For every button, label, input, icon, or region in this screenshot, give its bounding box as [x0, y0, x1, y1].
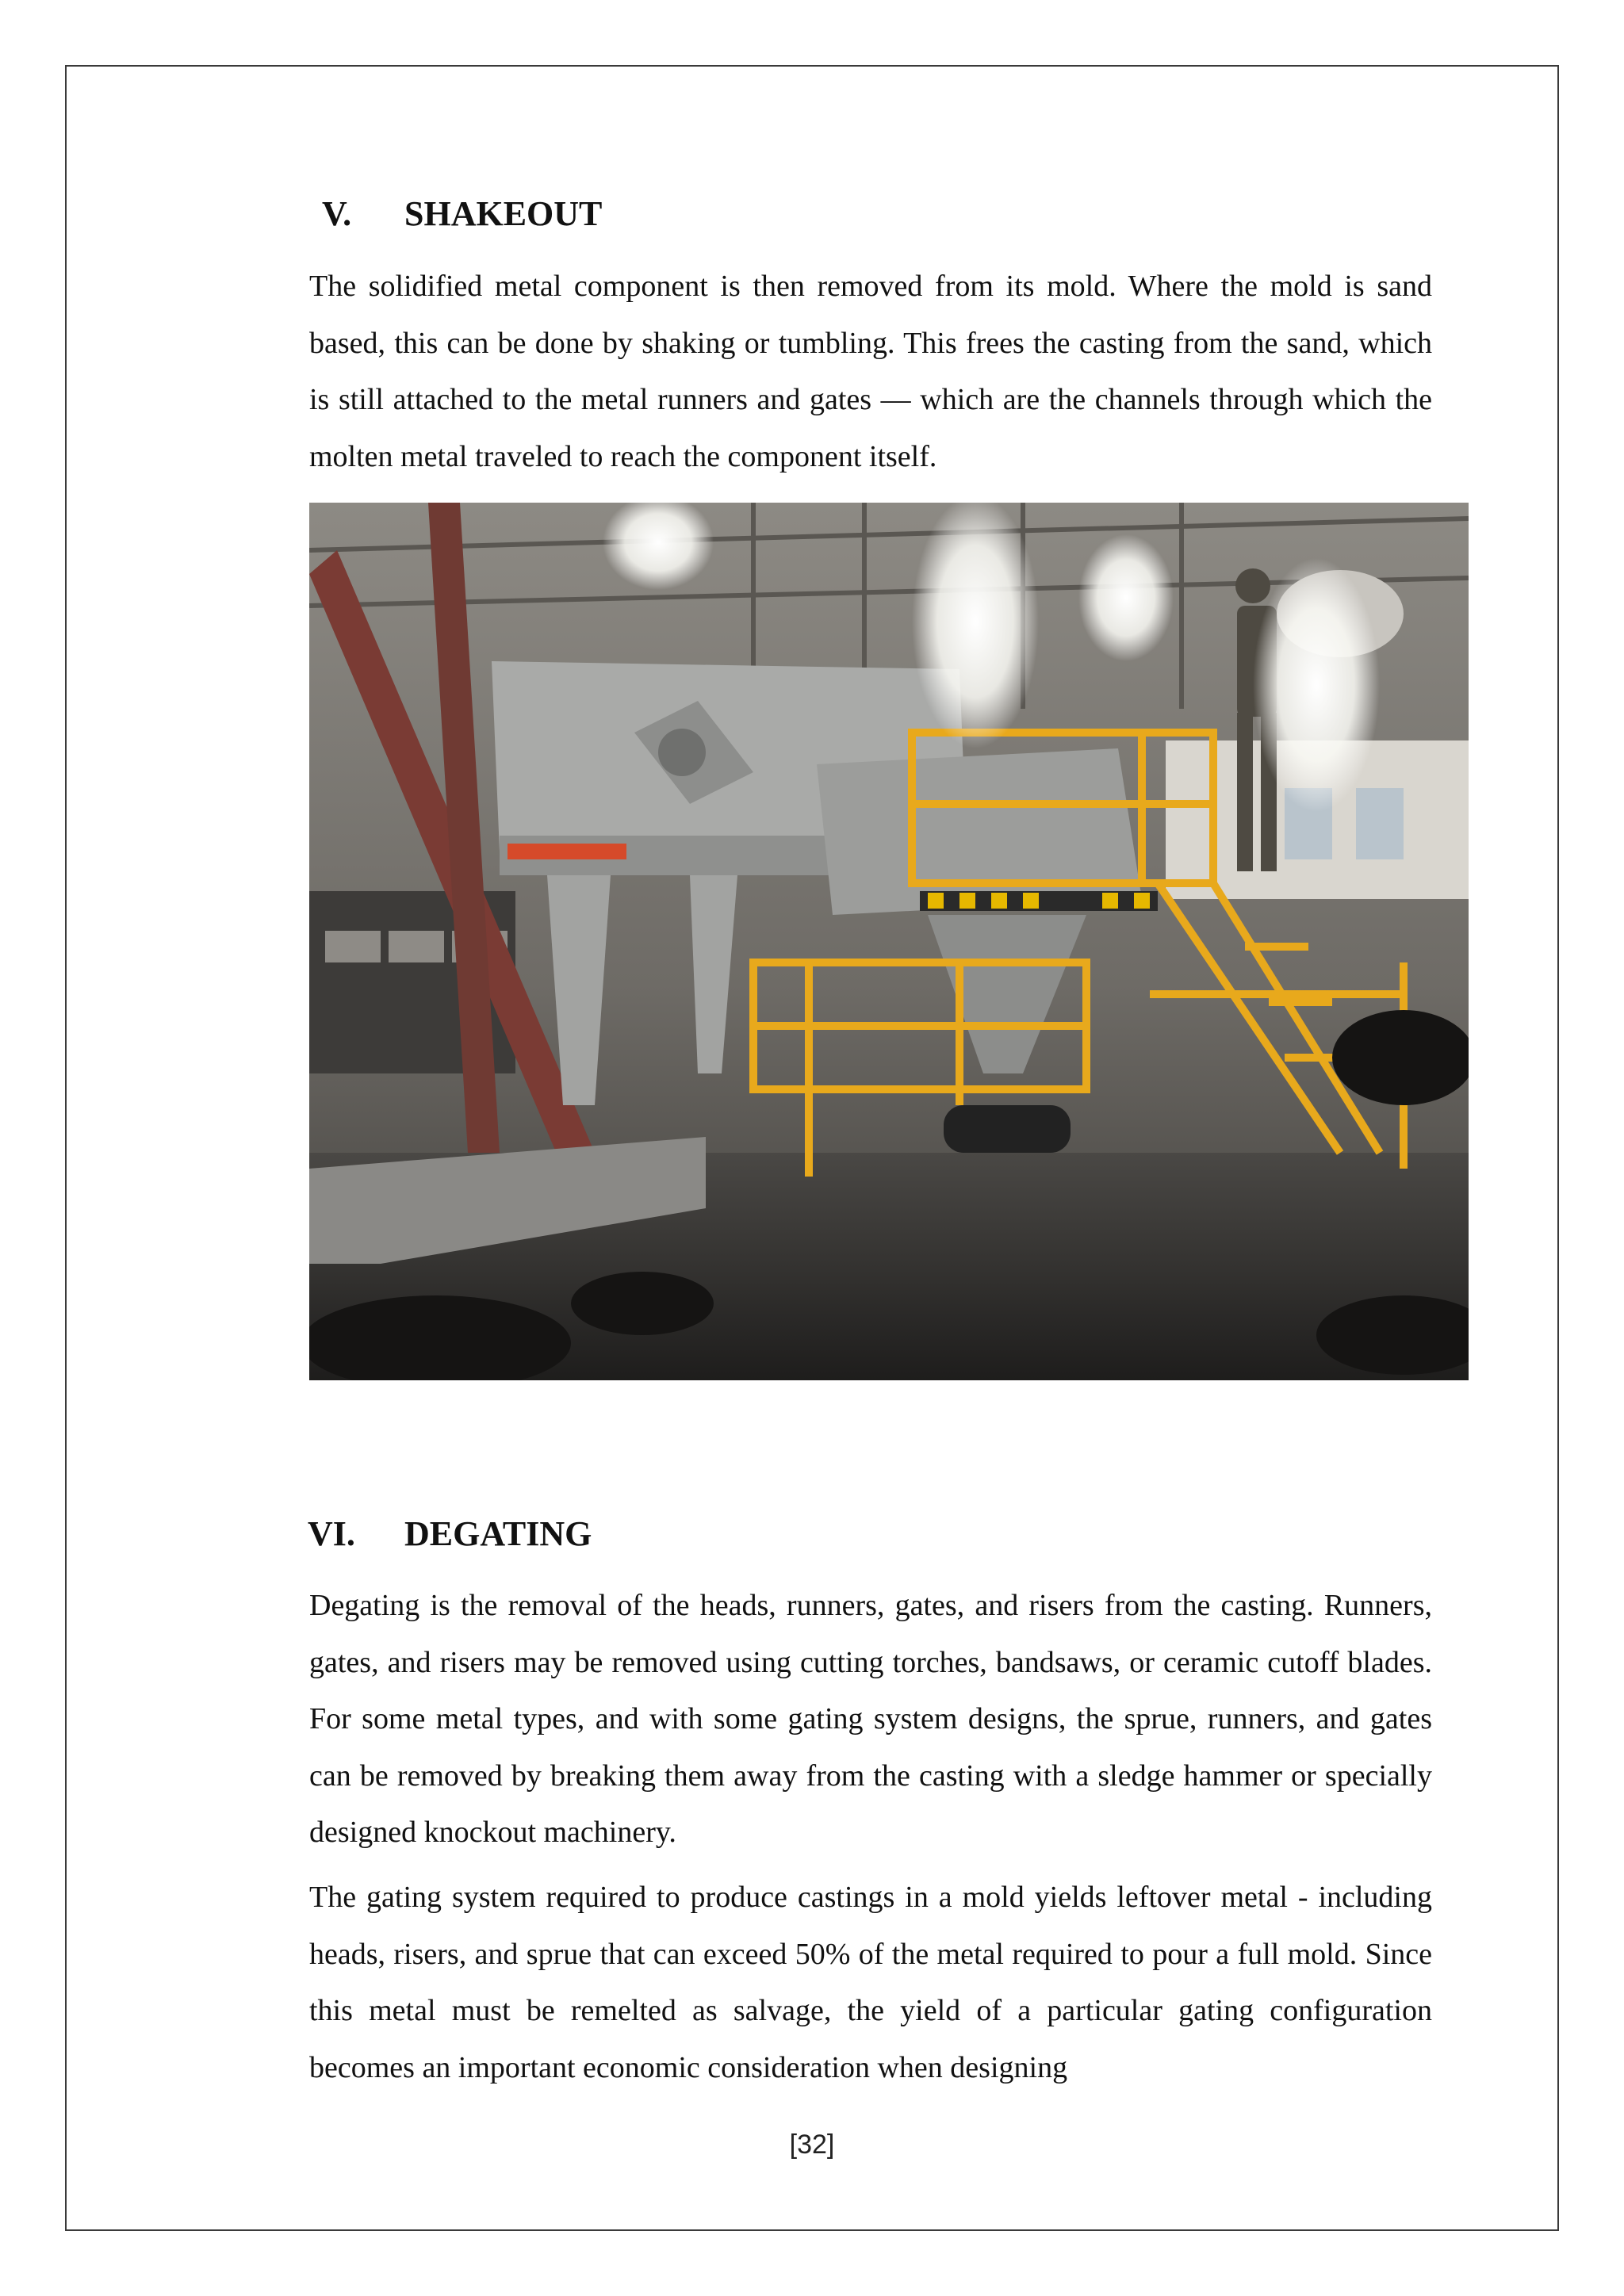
foundry-photo-illustration [309, 503, 1469, 1380]
shakeout-machine-photo [309, 503, 1469, 1380]
section-number: V. [322, 194, 352, 233]
section-heading-degating [308, 1513, 592, 1554]
section-title: DEGATING [404, 1514, 592, 1553]
page-number: [32] [789, 2130, 835, 2160]
section-heading-shakeout [322, 193, 602, 234]
section-title: SHAKEOUT [404, 194, 603, 233]
section-number: VI. [308, 1514, 355, 1553]
degating-paragraph-2: The gating system required to produce castings in a mold yields leftover metal - including heads, risers, and sprue that can exceed 50% of the metal required to pour a full mold. Since this metal must be remelted as salvage, the yield of a particular gating configuration becomes an important economic consideration when designing [309, 1881, 1432, 2084]
shakeout-paragraph: The solidified metal component is then removed from its mold. Where the mold is sand based, this can be done by shaking or tumbling. This frees the casting from the sand, which is still attached to the metal runners and gates — which are the channels through which the molten metal traveled to reach the component itself. [309, 270, 1432, 473]
degating-paragraph-1: Degating is the removal of the heads, runners, gates, and risers from the casting. Runners, gates, and risers may be removed using cutting torches, bandsaws, or ceramic cutoff blades. For some metal types, and with some gating system designs, the sprue, runners, and gates can be removed by breaking them away from the casting with a sledge hammer or specially designed knockout machinery. [309, 1589, 1432, 1849]
